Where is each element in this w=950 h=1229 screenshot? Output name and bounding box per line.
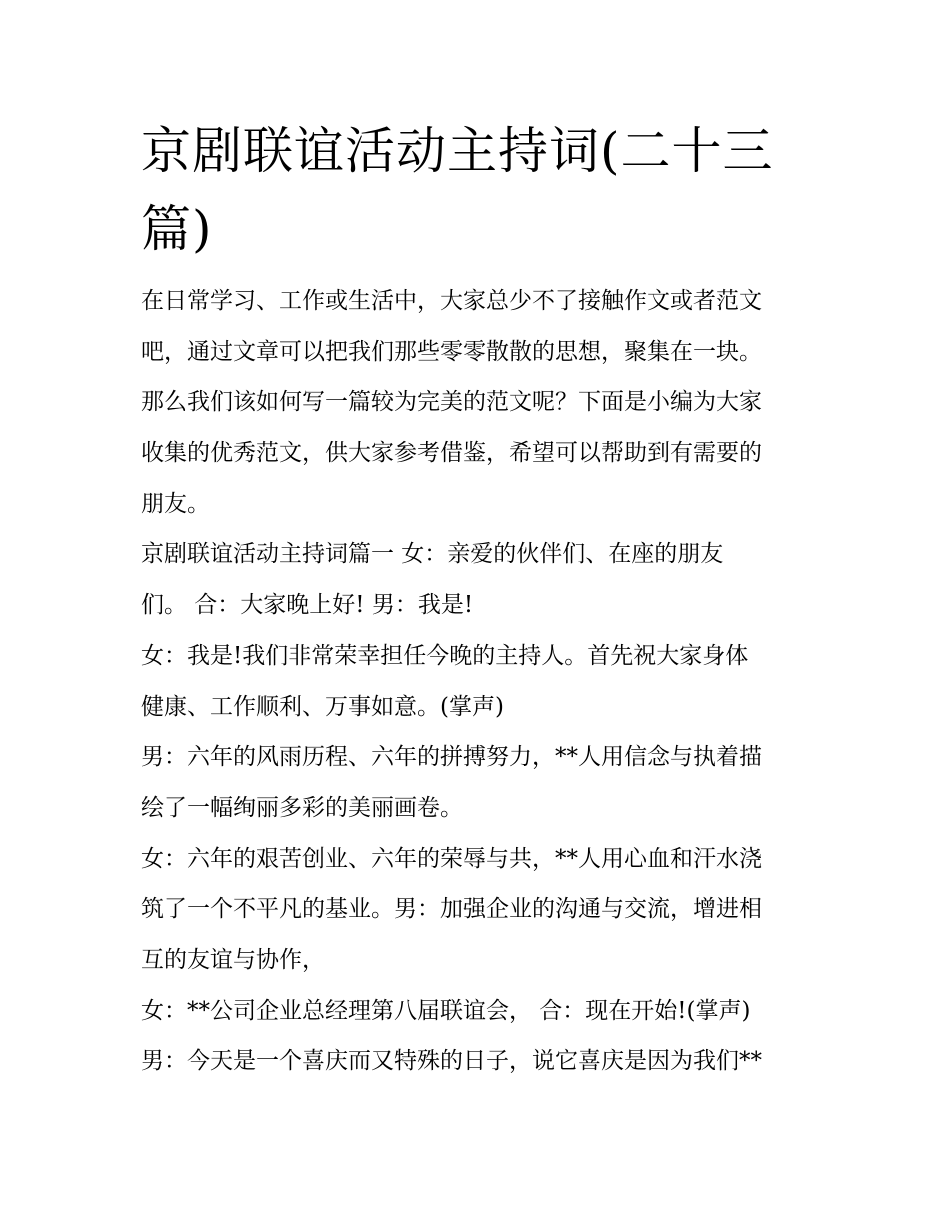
document-body [141, 276, 821, 1087]
body-line: 收集的优秀范文，供大家参考借鉴，希望可以帮助到有需要的 [141, 440, 762, 467]
body-line: 那么我们该如何写一篇较为完美的范文呢？下面是小编为大家 [141, 389, 762, 416]
body-line: 在日常学习、工作或生活中，大家总少不了接触作文或者范文 [141, 288, 762, 314]
document-title [141, 112, 821, 268]
body-line: 健康、工作顺利、万事如意。(掌声) [141, 693, 504, 720]
body-line: 女：六年的艰苦创业、六年的荣辱与共，**人用心血和汗水浇 [141, 845, 762, 872]
body-line: 绘了一幅绚丽多彩的美丽画卷。 [141, 794, 463, 821]
body-line: 男：今天是一个喜庆而又特殊的日子，说它喜庆是因为我们** [141, 1048, 762, 1075]
title-line: 京剧联谊活动主持词(二十三 [141, 122, 774, 180]
body-line: 女：**公司企业总经理第八届联谊会， 合：现在开始!(掌声) [141, 997, 751, 1024]
body-line: 互的友谊与协作， [141, 946, 325, 973]
body-line: 们。 合：大家晚上好! 男：我是! [141, 592, 474, 619]
body-line: 吧，通过文章可以把我们那些零零散散的思想，聚集在一块。 [141, 338, 762, 365]
title-line: 篇) [141, 200, 213, 258]
body-line: 男：六年的风雨历程、六年的拼搏努力，**人用信念与执着描 [141, 744, 762, 771]
body-line: 京剧联谊活动主持词篇一 女：亲爱的伙伴们、在座的朋友 [141, 541, 724, 568]
body-line: 女：我是!我们非常荣幸担任今晚的主持人。首先祝大家身体 [141, 642, 749, 669]
body-line: 筑了一个不平凡的基业。男：加强企业的沟通与交流，增进相 [141, 896, 762, 923]
body-line: 朋友。 [141, 490, 210, 517]
